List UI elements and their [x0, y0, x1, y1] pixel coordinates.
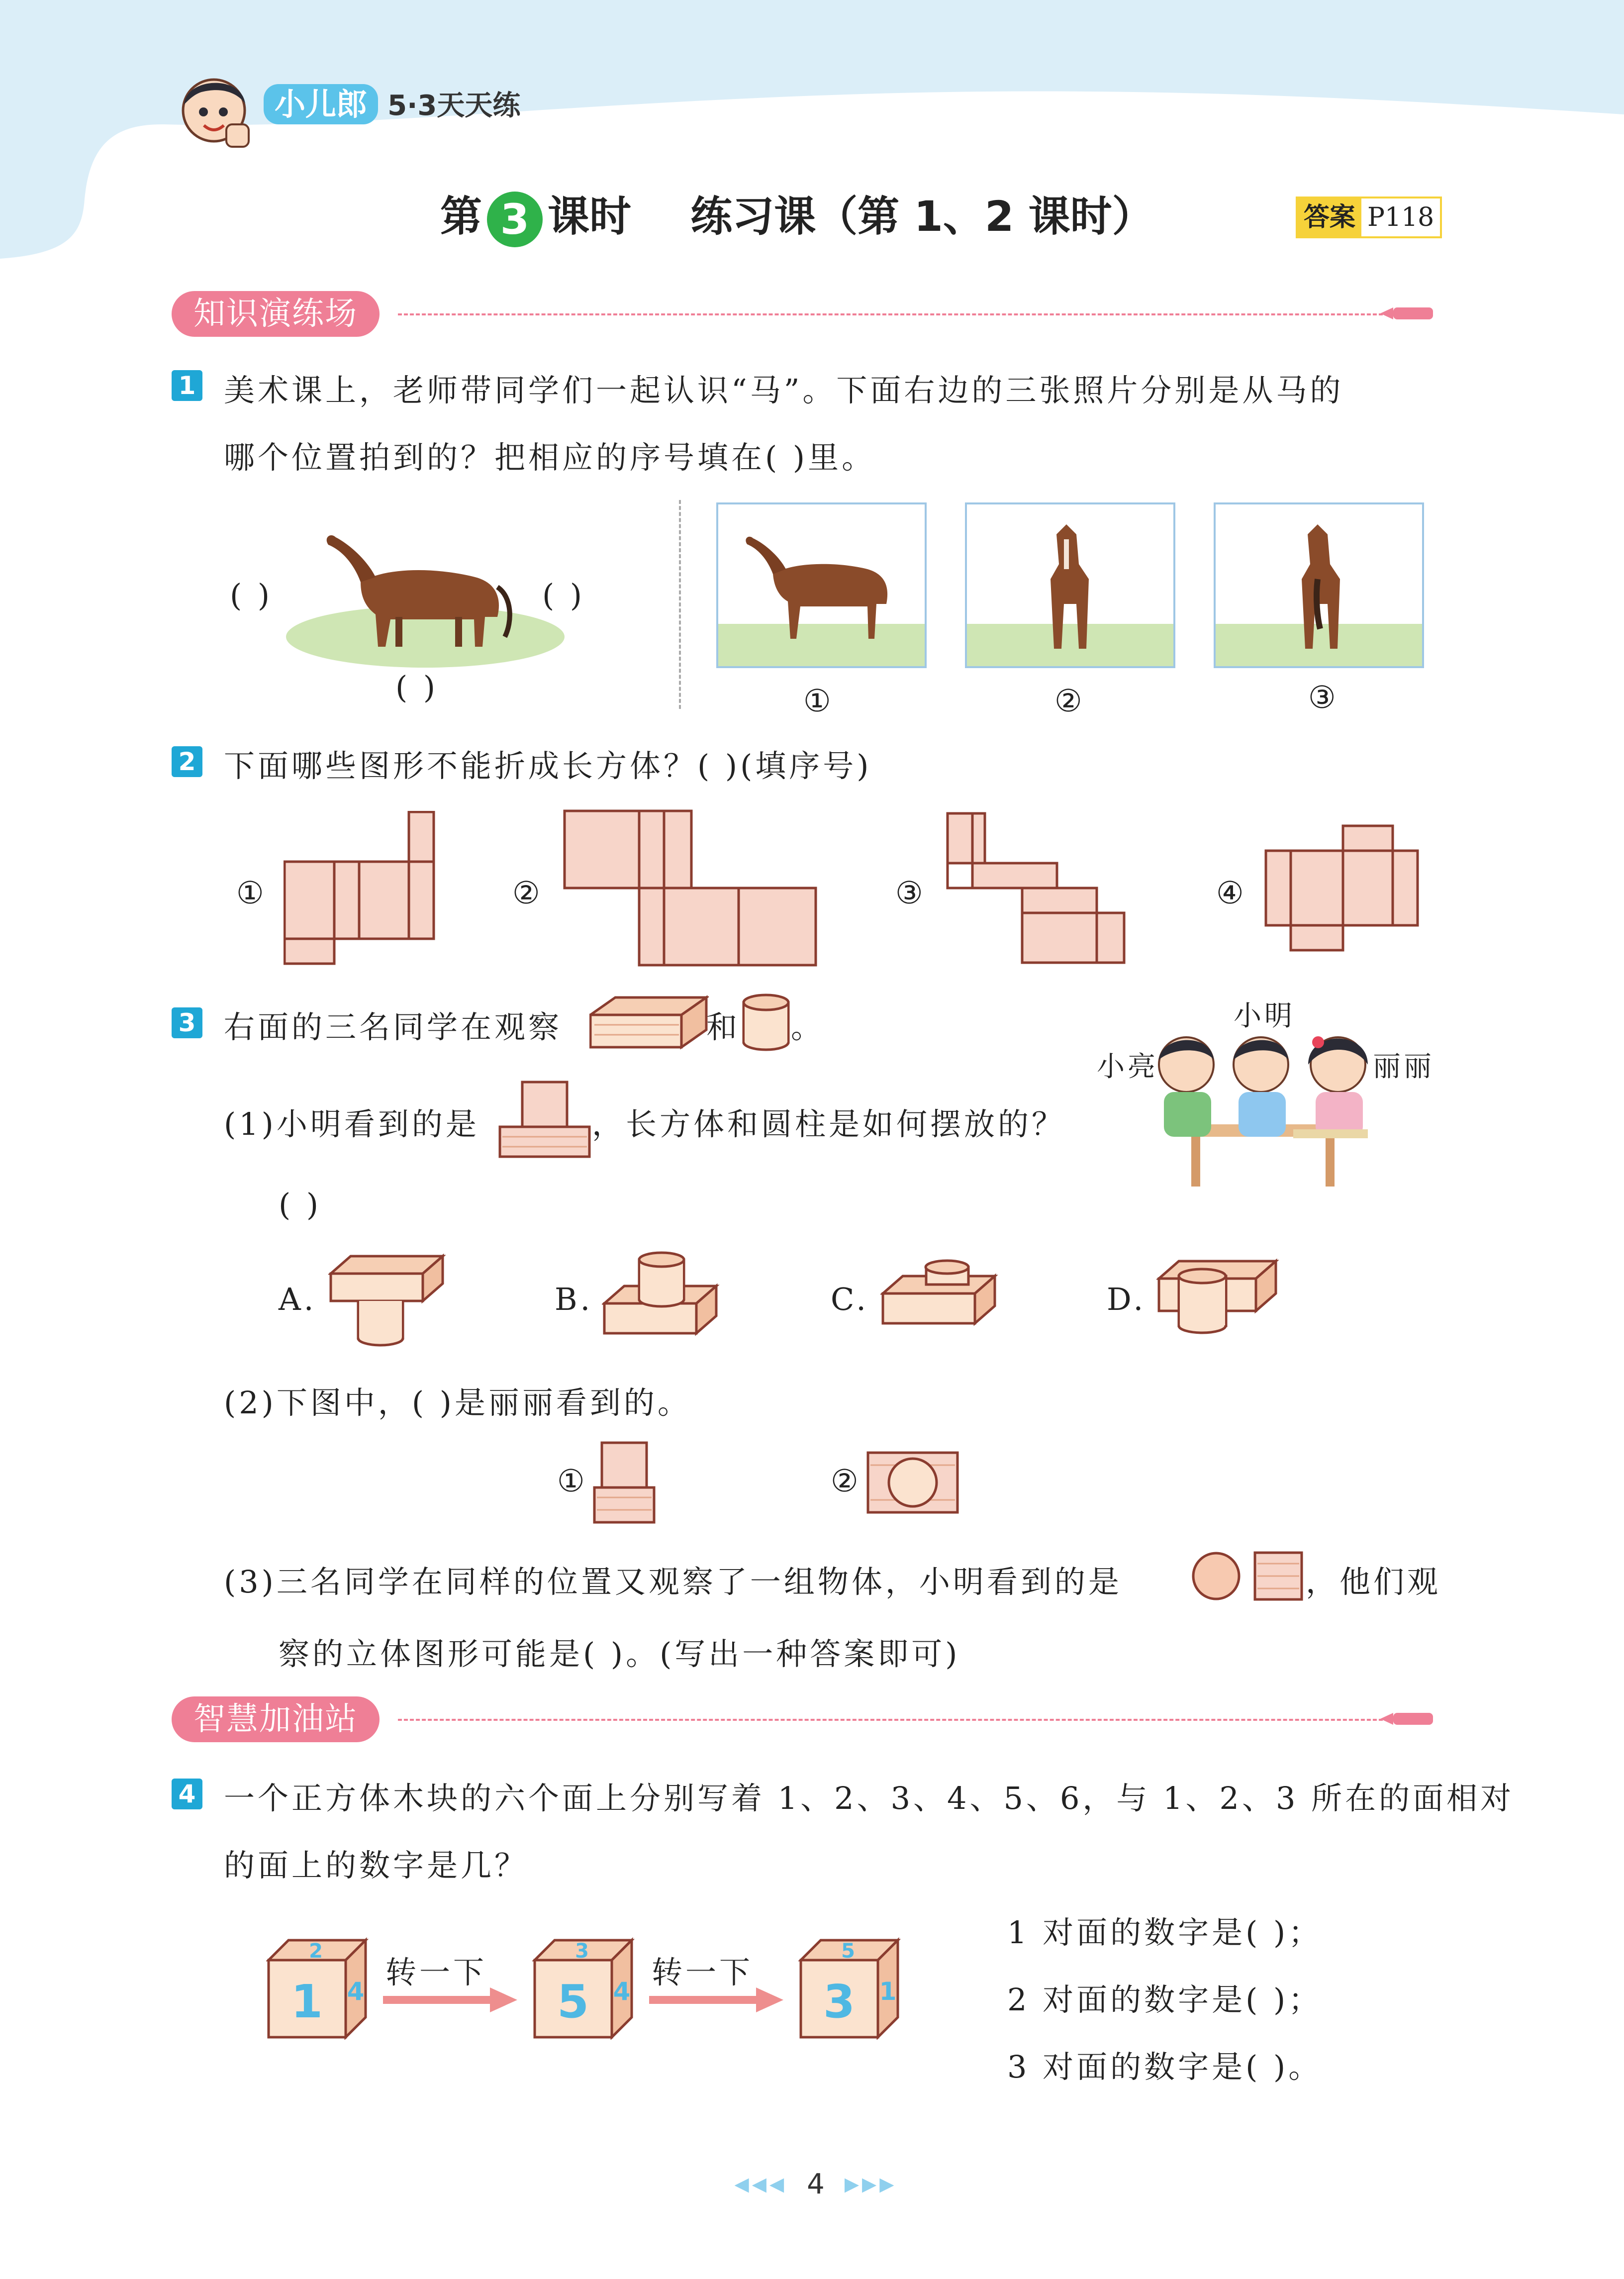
net-figure-3 [945, 811, 1129, 965]
question-number-4: 4 [172, 1779, 202, 1809]
section-practice: 知识演练场 [172, 291, 380, 337]
q3-part3-a: (3)三名同学在同样的位置又观察了一组物体，小明看到的是 [224, 1564, 1122, 1600]
pencil-icon [1380, 305, 1437, 321]
square-view-icon [1253, 1551, 1303, 1601]
brand-logo [264, 80, 520, 124]
title-topic: 练习课（第 1、2 课时） [690, 192, 1154, 241]
q1-blank-right[interactable]: ( ) [542, 577, 585, 613]
q1-text-line1: 美术课上，老师带同学们一起认识“马”。下面右边的三张照片分别是从马的 [224, 372, 1344, 408]
pencil-icon-2 [1380, 1711, 1437, 1727]
q3-part2-figure-2[interactable] [865, 1450, 960, 1515]
cube-3-side: 1 [879, 1977, 897, 2006]
number-cube-3 [798, 1935, 903, 2040]
brand-series: 5·3天天练 [387, 90, 521, 122]
q3-part3-line2: 察的立体图形可能是( )。(写出一种答案即可) [279, 1636, 960, 1672]
option-c-label: C. [831, 1281, 869, 1317]
q3-part2-label-2: ② [831, 1463, 861, 1499]
mascot-avatar [172, 65, 256, 154]
net-label-4: ④ [1216, 875, 1247, 911]
cube-1-top: 2 [309, 1940, 323, 1963]
q4-answer-1[interactable]: 1 对面的数字是( )； [1007, 1914, 1323, 1951]
q3-intro-b: 和 [706, 1009, 741, 1045]
q1-blank-bottom[interactable]: ( ) [395, 669, 439, 705]
title-prefix: 第 [440, 192, 482, 241]
option-b-figure[interactable] [602, 1249, 721, 1348]
net-figure-1 [284, 811, 443, 965]
q4-answer-3[interactable]: 3 对面的数字是( )。 [1007, 2049, 1323, 2085]
horse-photo-1 [716, 502, 927, 668]
question-number-3: 3 [172, 1007, 202, 1038]
q1-blank-left[interactable]: ( ) [230, 577, 273, 613]
page-title [440, 187, 1154, 246]
q4-text-line1: 一个正方体木块的六个面上分别写着 1、2、3、4、5、6，与 1、2、3 所在的面相对 [224, 1780, 1515, 1816]
cuboid-icon [589, 995, 709, 1050]
net-label-1: ① [236, 875, 267, 911]
answer-label: 答案 [1298, 198, 1361, 236]
footer-left-arrows: ◀◀◀ [734, 2173, 787, 2195]
photo-label-2: ② [1054, 683, 1085, 719]
section-divider [398, 313, 1383, 315]
arrow-right-icon-1 [383, 1987, 517, 2012]
option-b-label: B. [555, 1281, 593, 1317]
kid-label-lili: 丽丽 [1373, 1051, 1434, 1083]
footer-right-arrows: ▶▶▶ [844, 2173, 897, 2195]
brand-logo-text: 小儿郎 [264, 84, 378, 124]
number-cube-1 [266, 1935, 371, 2040]
q3-intro-c: 。 [791, 1009, 825, 1045]
horse-photo-3 [1214, 502, 1424, 668]
page-footer [686, 2164, 945, 2204]
question-number-2: 2 [172, 746, 202, 777]
turn-label-2: 转一下 [652, 1954, 754, 1990]
net-figure-2 [560, 808, 818, 968]
answer-reference [1296, 197, 1442, 238]
option-d-label: D. [1107, 1281, 1146, 1317]
cube-3-top: 5 [841, 1940, 855, 1963]
q3-part1-a: (1)小明看到的是 [224, 1106, 479, 1142]
horse-photo-2 [965, 502, 1175, 668]
arrow-right-icon-2 [649, 1987, 783, 2012]
q3-part1-b: ，长方体和圆柱是如何摆放的？ [592, 1106, 1066, 1142]
q4-answer-2[interactable]: 2 对面的数字是( )； [1007, 1982, 1323, 2018]
q3-part2: (2)下图中，( )是丽丽看到的。 [224, 1385, 691, 1421]
q4-text-line2: 的面上的数字是几？ [224, 1847, 529, 1883]
section-wisdom: 智慧加油站 [172, 1696, 380, 1742]
q1-divider [679, 500, 681, 709]
cube-1-front: 1 [290, 1975, 323, 2028]
q3-part3-b: ，他们观 [1306, 1564, 1441, 1600]
circle-view-icon [1191, 1551, 1241, 1601]
q1-text-line2: 哪个位置拍到的？把相应的序号填在( )里。 [224, 439, 876, 476]
turn-label-1: 转一下 [385, 1954, 487, 1990]
option-a-figure[interactable] [328, 1254, 448, 1348]
answer-page: P118 [1361, 198, 1440, 236]
q3-intro-a: 右面的三名同学在观察 [224, 1009, 563, 1045]
photo-label-3: ③ [1308, 679, 1339, 715]
option-d-figure[interactable] [1156, 1256, 1281, 1341]
cube-2-side: 4 [613, 1977, 631, 2006]
q3-part1-blank[interactable]: ( ) [279, 1187, 322, 1223]
title-suffix: 课时 [548, 192, 632, 241]
cube-2-top: 3 [575, 1940, 589, 1963]
q3-part2-label-1: ① [557, 1463, 588, 1499]
net-label-3: ③ [895, 875, 926, 911]
net-figure-4 [1263, 823, 1423, 953]
kid-label-xiaoming: 小明 [1234, 1000, 1295, 1032]
option-a-label: A. [279, 1281, 317, 1317]
photo-label-1: ① [803, 683, 834, 719]
question-number-1: 1 [172, 370, 202, 401]
kid-label-xiaoliang: 小亮 [1097, 1051, 1158, 1083]
page-number: 4 [807, 2168, 825, 2200]
cube-3-front: 3 [823, 1975, 856, 2028]
number-cube-2 [532, 1935, 637, 2040]
cylinder-icon [741, 992, 791, 1052]
q3-part2-figure-1[interactable] [592, 1440, 657, 1525]
net-label-2: ② [512, 875, 543, 911]
lesson-number-badge: 3 [487, 192, 543, 247]
cube-2-front: 5 [557, 1975, 589, 2028]
option-c-figure[interactable] [880, 1256, 1000, 1346]
cube-1-side: 4 [347, 1977, 365, 2006]
section-divider-2 [398, 1719, 1383, 1721]
front-view-icon [497, 1080, 592, 1159]
q2-text: 下面哪些图形不能折成长方体？( )(填序号) [224, 748, 872, 784]
horse-scene [226, 502, 664, 711]
